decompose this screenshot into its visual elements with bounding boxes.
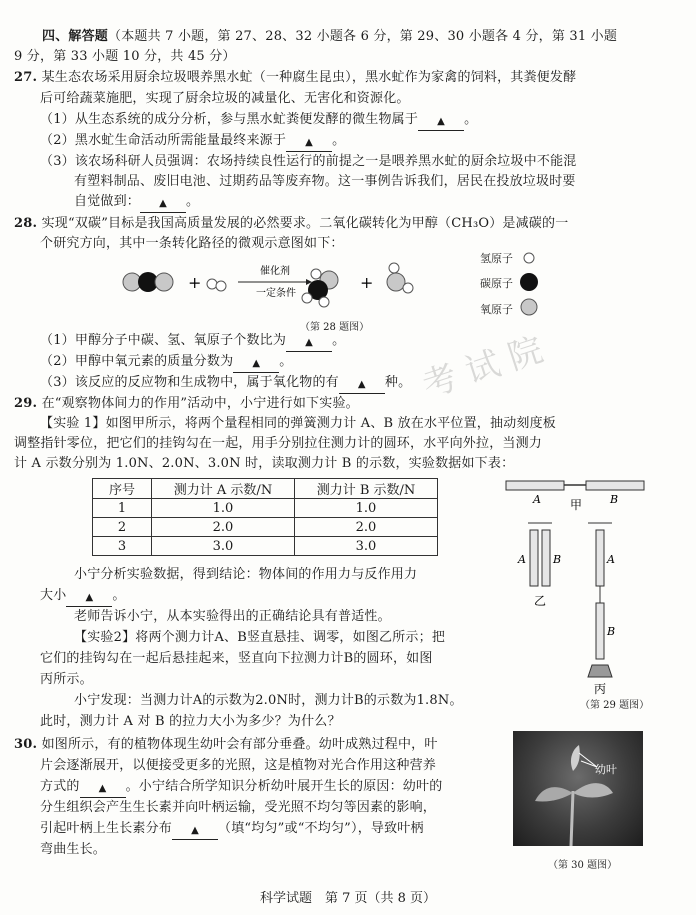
q29-analysis-b-text: 大小 [40,588,67,603]
q30-line3-end: 。小宁结合所学知识分析幼叶展开生长的原因：幼叶的 [125,779,443,794]
q30-line3-text: 方式的 [40,779,80,794]
answer-blank[interactable] [286,130,332,152]
q27-part3-end: 。 [186,194,200,209]
legend-carbon-icon [519,272,539,292]
table-cell: 3 [93,537,152,556]
table-cell: 1.0 [295,499,438,518]
q28-part3-text: （3）该反应的反应物和生成物中，属于氧化物的有 [40,375,339,390]
q29-text1: 在“观察物体间力的作用”活动中，小宁进行如下实验。 [41,396,359,411]
figure-yi-label: 乙 [534,594,547,608]
q27-part3b: 有塑料制品、废旧电池、过期药品等废弃物。这一事例告诉我们，居民在投放垃圾时要 [74,174,576,189]
q27-part1 [40,110,477,132]
q28-part2 [40,352,292,374]
section-intro-2: 9 分，第 33 小题 10 分，共 45 分） [14,49,236,64]
spring-scale-b-vertical [596,603,604,659]
q30-line3 [40,777,442,799]
q29-exp1-a: 【实验 1】如图甲所示，将两个量程相同的弹簧测力计 A、B 放在水平位置，抽动刻度板 [40,416,557,431]
section-title: 四、解答题 [42,29,109,44]
q29-exp2-c: 丙所示。 [40,672,93,687]
q28-part1-end: 。 [332,333,346,348]
q30-line4: 分生组织会产生生长素并向叶柄运输，受光照不均匀等因素的影响， [40,800,437,815]
q29-number: 29. [14,396,38,411]
q27-text1: 某生态农场采用厨余垃圾喂养黑水虻（一种腐生昆虫），黑水虻作为家禽的饲料，其粪便发酵 [41,70,577,85]
hydrogen-atom-icon [403,283,413,293]
q27-number: 27. [14,70,38,85]
q28-reaction-diagram [110,252,440,312]
spring-scale-b [586,481,644,490]
legend-hydrogen-label: 氢原子 [480,252,513,265]
q29-analysis-a: 小宁分析实验数据，得到结论：物体间的作用力与反作用力 [74,567,418,582]
hydrogen-atom-icon [207,279,217,289]
q30-plant-photo [513,731,643,846]
legend-hydrogen-icon [521,250,537,266]
q28-line1 [14,214,568,234]
legend-oxygen-label: 氧原子 [480,303,513,316]
figure-label-b: B [607,625,616,638]
page-footer: 科学试题 第 7 页（共 8 页） [259,891,437,906]
q30-line2: 片会逐渐展开，以便接受更多的光照，这是植物对光合作用这种营养 [40,758,437,773]
table-cell: 1.0 [152,499,295,518]
q30-line1 [14,735,438,755]
figure-label-b: B [553,553,562,566]
q30-number: 30. [14,737,38,752]
catalyst-label: 催化剂 [260,266,290,277]
figure-label-a: A [533,493,541,506]
hydrogen-atom-icon [319,297,329,307]
q27-part3a: （3）该农场科研人员强调：农场持续良性运行的前提之一是喂养黑水虻的厨余垃圾中不能混 [40,154,577,169]
q27-line1 [14,68,576,88]
q28-line2: 个研究方向，其中一条转化路径的微观示意图如下： [40,236,344,251]
section-intro-1: （本题共 7 小题，第 27、28、32 小题各 6 分，第 29、30 小题各 4 分，第 31 小题 [108,29,618,44]
q28-part2-text: （2）甲醇中氧元素的质量分数为 [40,354,234,369]
q28-part3 [40,373,411,395]
answer-blank[interactable] [140,191,186,213]
q29-caption: （第 29 题图） [580,700,650,711]
q29-find-b: 此时，测力计 A 对 B 的拉力大小为多少？为什么？ [40,714,341,729]
spring-scale-a [506,481,564,490]
q29-exp1-b: 调整指针零位，把它们的挂钩勾在一起，用手分别拉住测力计的圆环，水平向外拉，当测力 [14,436,543,451]
q30-line6: 弯曲生长。 [40,842,107,857]
hydrogen-atom-icon [311,269,321,279]
figure-bing-label: 丙 [594,682,607,696]
spring-scale-a-vertical [530,530,538,586]
spring-scale-b-vertical [542,530,550,586]
q29-figure [500,475,650,710]
q29-find-a: 小宁发现：当测力计A的示数为2.0N时，测力计B的示数为1.8N。 [74,693,463,708]
q29-exp1-c: 计 A 示数分别为 1.0N、2.0N、3.0N 时，读取测力计 B 的示数，实验数据如下表： [14,456,515,471]
table-header-row [93,479,438,499]
q29-analysis-b [40,586,126,608]
q30-line5 [40,819,424,841]
table-row [93,499,438,518]
table-row [93,518,438,537]
q27-part1-text: （1）从生态系统的成分分析，参与黑水虻粪便发酵的微生物属于 [40,112,419,127]
legend-carbon-label: 碳原子 [480,277,513,290]
answer-blank[interactable] [66,585,112,607]
hydrogen-atom-icon [302,293,312,303]
q27-part1-end: 。 [464,112,478,127]
table-cell: 3.0 [152,537,295,556]
watermark-text: 考 试 院 [417,329,548,406]
oxygen-atom-icon [387,273,405,291]
q27-line2: 后可给蔬菜施肥，实现了厨余垃圾的减量化、无害化和资源化。 [40,91,410,106]
q30-text1: 如图所示，有的植物体现生幼叶会有部分垂叠。幼叶成熟过程中，叶 [41,737,438,752]
table-cell: 2.0 [152,518,295,537]
figure-jia-label: 甲 [570,498,583,512]
table-cell: 3.0 [295,537,438,556]
plus-sign: + [360,273,374,292]
q28-part1-text: （1）甲醇分子中碳、氢、氧原子个数比为 [40,333,287,348]
figure-label-a: A [607,553,615,566]
table-cell: 1 [93,499,152,518]
answer-blank[interactable] [172,818,218,840]
q29-exp2-a: 【实验2】将两个测力计A、B竖直悬挂、调零，如图乙所示；把 [74,630,446,645]
figure-label-a: A [518,553,526,566]
q28-part1 [40,331,345,353]
hydrogen-atom-icon [389,263,399,273]
table-header-cell: 测力计 B 示数/N [295,479,438,499]
answer-blank[interactable] [80,776,126,798]
answer-blank[interactable] [233,351,279,373]
q27-part2 [40,131,345,153]
q29-exp2-b: 它们的挂钩勾在一起后悬挂起来，竖直向下拉测力计B的圆环，如图 [40,651,433,666]
answer-blank[interactable] [418,109,464,131]
q27-part2-text: （2）黑水虻生命活动所需能量最终来源于 [40,133,287,148]
spring-scale-a-vertical [596,530,604,586]
q30-caption: （第 30 题图） [548,860,618,871]
oxygen-atom-icon [155,273,173,291]
q28-number: 28. [14,216,38,231]
condition-label: 一定条件 [256,288,296,299]
figure-label-b: B [610,493,619,506]
q28-part3-end: 种。 [384,375,412,390]
young-leaf-label: 幼叶 [595,763,617,776]
q28-caption: （第 28 题图） [300,322,370,333]
q28-part2-end: 。 [279,354,293,369]
q27-part3c-text: 自觉做到： [74,194,141,209]
q30-line5-end: （填“均匀”或“不均匀”），导致叶柄 [218,821,424,836]
q28-text1: 实现“双碳”目标是我国高质量发展的必然要求。二氧化碳转化为甲醇（CH₃O）是减碳的一 [41,216,569,231]
q29-data-table [92,478,438,556]
answer-blank[interactable] [286,330,332,352]
table-row [93,537,438,556]
q29-line1 [14,394,359,414]
section-heading [42,27,617,47]
plus-sign: + [188,273,202,292]
q29-analysis-end: 。 [112,588,126,603]
table-header-cell: 测力计 A 示数/N [152,479,295,499]
answer-blank[interactable] [339,372,385,394]
table-header-cell: 序号 [93,479,152,499]
plant-sprout-icon [513,731,643,846]
q27-part3c [74,192,199,214]
table-cell: 2 [93,518,152,537]
q30-line5-text: 引起叶柄上生长素分布 [40,821,173,836]
q27-part2-end: 。 [332,133,346,148]
legend-oxygen-icon [520,298,538,316]
q29-teacher: 老师告诉小宁，从本实验得出的正确结论具有普适性。 [74,609,391,624]
hand-pull-icon [588,665,612,677]
hydrogen-atom-icon [216,281,226,291]
table-cell: 2.0 [295,518,438,537]
